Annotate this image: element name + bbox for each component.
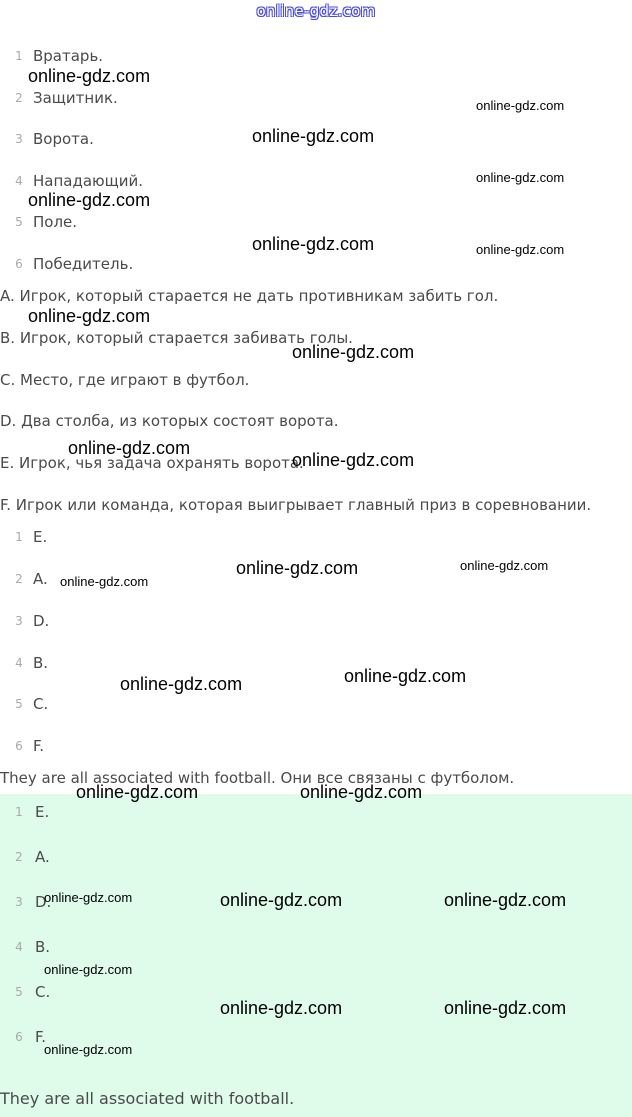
watermark: online-gdz.com (44, 1042, 133, 1057)
answer-letter: D. (33, 612, 50, 630)
association-note: They are all associated with football. Они все связаны с футболом. (0, 769, 515, 787)
watermark: online-gdz.com (444, 890, 567, 910)
definition-line: F. Игрок или команда, которая выигрывает главный приз в соревновании. (0, 496, 592, 514)
answer-panel (0, 794, 632, 1117)
answer-letter: A. (35, 848, 50, 866)
watermark: online-gdz.com (344, 666, 467, 686)
item-number: 6 (15, 1030, 23, 1044)
answer-letter: C. (33, 695, 49, 713)
watermark: online-gdz.com (68, 438, 191, 458)
word-text: Поле. (33, 213, 78, 231)
word-text: Ворота. (33, 130, 94, 148)
watermark: online-gdz.com (44, 962, 133, 977)
item-number: 5 (15, 697, 23, 711)
watermark: online-gdz.com (476, 242, 565, 257)
watermark: online-gdz.com (28, 306, 151, 326)
site-header: online-gdz.com (256, 2, 376, 20)
item-number: 1 (15, 49, 23, 63)
watermark: online-gdz.com (460, 558, 549, 573)
panel-note: They are all associated with football. (0, 1089, 295, 1108)
item-number: 3 (15, 132, 23, 146)
answer-letter: A. (33, 570, 48, 588)
watermark: online-gdz.com (292, 342, 415, 362)
answer-letter: B. (33, 654, 49, 672)
item-number: 3 (15, 895, 23, 909)
watermark: online-gdz.com (44, 890, 133, 905)
word-text: Вратарь. (33, 47, 104, 65)
item-number: 2 (15, 91, 23, 105)
watermark: online-gdz.com (28, 190, 151, 210)
answer-letter: B. (35, 938, 51, 956)
item-number: 4 (15, 174, 23, 188)
watermark: online-gdz.com (476, 170, 565, 185)
definition-line: E. Игрок, чья задача охранять ворота. (0, 454, 304, 472)
answer-letter: E. (35, 803, 50, 821)
watermark: online-gdz.com (220, 998, 343, 1018)
watermark: online-gdz.com (28, 66, 151, 86)
watermark: online-gdz.com (300, 782, 423, 802)
definition-line: C. Место, где играют в футбол. (0, 371, 250, 389)
definition-line: D. Два столба, из которых состоят ворота. (0, 412, 339, 430)
item-number: 6 (15, 739, 23, 753)
watermark: online-gdz.com (76, 782, 199, 802)
word-text: Победитель. (33, 255, 134, 273)
item-number: 2 (15, 850, 23, 864)
answer-letter: E. (33, 528, 48, 546)
watermark: online-gdz.com (252, 126, 375, 146)
watermark: online-gdz.com (476, 98, 565, 113)
item-number: 4 (15, 940, 23, 954)
word-text: Нападающий. (33, 172, 144, 190)
answer-letter: D. (35, 893, 52, 911)
watermark: online-gdz.com (60, 574, 149, 589)
watermark: online-gdz.com (292, 450, 415, 470)
definition-line: B. Игрок, который старается забивать голы. (0, 329, 353, 347)
item-number: 6 (15, 257, 23, 271)
item-number: 1 (15, 805, 23, 819)
item-number: 5 (15, 215, 23, 229)
watermark: online-gdz.com (444, 998, 567, 1018)
answer-letter: F. (33, 737, 44, 755)
watermark: online-gdz.com (236, 558, 359, 578)
item-number: 4 (15, 656, 23, 670)
item-number: 2 (15, 572, 23, 586)
definition-line: A. Игрок, который старается не дать противникам забить гол. (0, 287, 499, 305)
watermark: online-gdz.com (120, 674, 243, 694)
watermark: online-gdz.com (220, 890, 343, 910)
item-number: 3 (15, 614, 23, 628)
item-number: 1 (15, 530, 23, 544)
item-number: 5 (15, 985, 23, 999)
watermark: online-gdz.com (252, 234, 375, 254)
answer-letter: C. (35, 983, 51, 1001)
word-text: Защитник. (33, 89, 118, 107)
answer-letter: F. (35, 1028, 46, 1046)
